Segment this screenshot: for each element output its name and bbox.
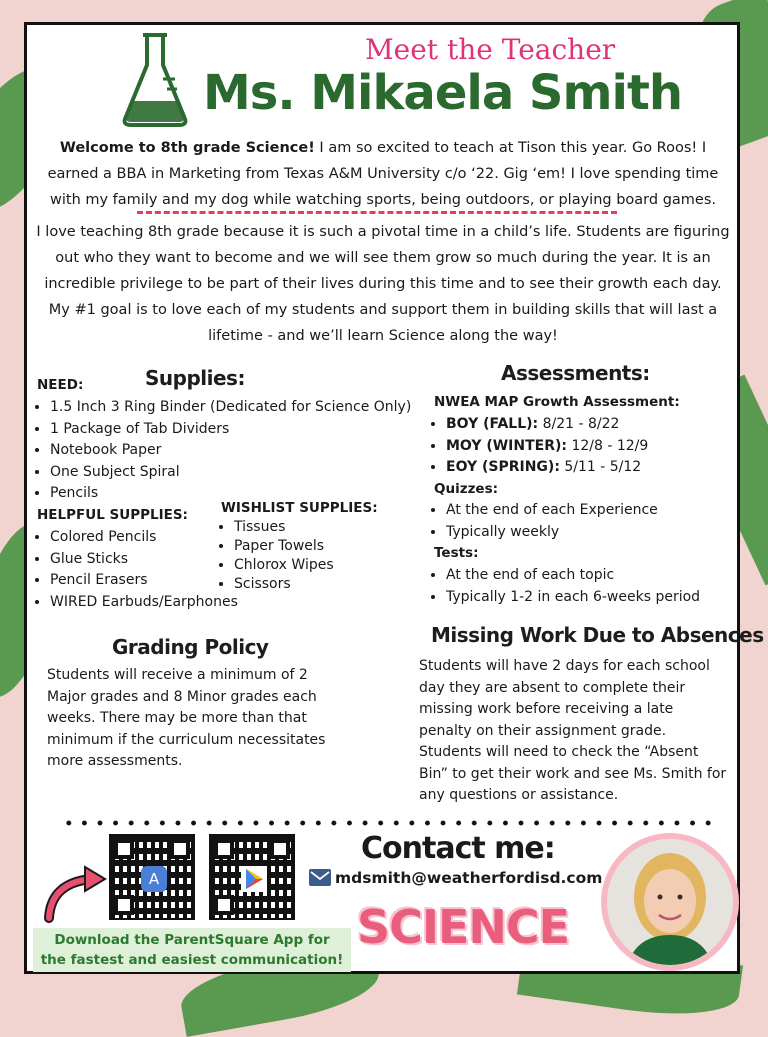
nwea-label: NWEA MAP Growth Assessment:	[434, 394, 680, 410]
list-item: • At the end of each topic	[446, 565, 700, 587]
quizzes-label: Quizzes:	[434, 481, 499, 497]
list-item: • Scissors	[234, 575, 334, 594]
dashed-divider	[137, 211, 617, 217]
grading-policy-heading: Grading Policy	[112, 635, 269, 659]
google-play-icon	[241, 866, 267, 892]
missing-work-heading: Missing Work Due to Absences	[431, 623, 764, 647]
wishlist-list	[211, 518, 334, 594]
teacher-photo	[601, 833, 739, 971]
list-item: • Paper Towels	[234, 537, 334, 556]
flask-icon	[119, 29, 191, 129]
app-store-qr-code[interactable]	[109, 834, 195, 920]
teacher-portrait-icon	[607, 839, 733, 965]
assessments-heading: Assessments:	[501, 361, 650, 385]
list-item: • Pencils	[50, 483, 411, 505]
welcome-paragraph	[35, 135, 731, 213]
list-item: • Typically weekly	[446, 522, 658, 544]
email-link[interactable]: mdsmith@weatherfordisd.com	[335, 869, 603, 887]
science-word-art: SCIENCE	[357, 900, 570, 954]
supplies-heading: Supplies:	[145, 366, 245, 390]
quizzes-list	[423, 500, 658, 543]
welcome-bold: Welcome to 8th grade Science!	[59, 140, 315, 156]
list-item: • Tissues	[234, 518, 334, 537]
list-item: • Notebook Paper	[50, 440, 411, 462]
app-line-1: Download the ParentSquare App for	[54, 932, 330, 948]
list-item: • Colored Pencils	[50, 527, 238, 549]
welcome-text: I am so excited to teach at Tison this year. Go Roos! I earned a BBA in Marketing from Texas A&M University c/o ‘22. Gig ‘em! I love spending time with my family and my dog while watching sports, being outdoors, or playing board games.	[47, 140, 719, 208]
helpful-list	[27, 527, 238, 613]
list-item: • At the end of each Experience	[446, 500, 658, 522]
list-item: • One Subject Spiral	[50, 462, 411, 484]
list-item: • Chlorox Wipes	[234, 556, 334, 575]
wishlist-supplies-label: WISHLIST SUPPLIES:	[221, 500, 378, 516]
teacher-name-title: Ms. Mikaela Smith	[203, 65, 683, 121]
email-icon	[309, 869, 331, 886]
curved-arrow-icon	[39, 863, 109, 923]
list-item: • EOY (SPRING): 5/11 - 5/12	[446, 457, 648, 479]
list-item: • Glue Sticks	[50, 549, 238, 571]
grading-policy-text: Students will receive a minimum of 2 Major grades and 8 Minor grades each weeks. There may be more than that minimum if the curriculum necessitates more assessments.	[47, 667, 326, 769]
nwea-list	[423, 414, 648, 479]
list-item: • Typically 1-2 in each 6-weeks period	[446, 587, 700, 609]
dotted-divider	[61, 820, 721, 826]
google-play-qr-code[interactable]	[209, 834, 295, 920]
list-item: • WIRED Earbuds/Earphones	[50, 592, 238, 614]
app-store-icon: A	[141, 866, 167, 892]
tests-list	[423, 565, 700, 608]
list-item: • BOY (FALL): 8/21 - 8/22	[446, 414, 648, 436]
tests-label: Tests:	[434, 545, 479, 561]
list-item: • MOY (WINTER): 12/8 - 12/9	[446, 436, 648, 458]
missing-work-text: Students will have 2 days for each school day they are absent to complete their missing work before receiving a late penalty on their assignment grade. Students will need to check the “Absent Bin” to get their work and see Ms. Smith for any questions or assistance.	[419, 658, 727, 803]
app-line-2: the fastest and easiest communication!	[40, 952, 344, 968]
list-item: • 1.5 Inch 3 Ring Binder (Dedicated for Science Only)	[50, 397, 411, 419]
need-list	[27, 397, 411, 505]
list-item: • Pencil Erasers	[50, 570, 238, 592]
helpful-supplies-label: HELPFUL SUPPLIES:	[37, 507, 188, 523]
flyer-page	[24, 22, 764, 974]
parentsquare-download-banner	[33, 928, 351, 972]
meet-the-teacher-subtitle: Meet the Teacher	[365, 33, 616, 66]
need-label: NEED:	[37, 377, 84, 393]
contact-heading: Contact me:	[361, 831, 555, 866]
list-item: • 1 Package of Tab Dividers	[50, 419, 411, 441]
philosophy-paragraph: I love teaching 8th grade because it is such a pivotal time in a child’s life. Students are figuring out who they want to become and we will see them grow so much during the year. It is an incredible privilege to be part of their lives during this time and to see their growth each day. My #1 goal is to love each of my students and support them in building skills that will last a lifetime - and we’ll learn Science along the way!	[36, 224, 730, 344]
